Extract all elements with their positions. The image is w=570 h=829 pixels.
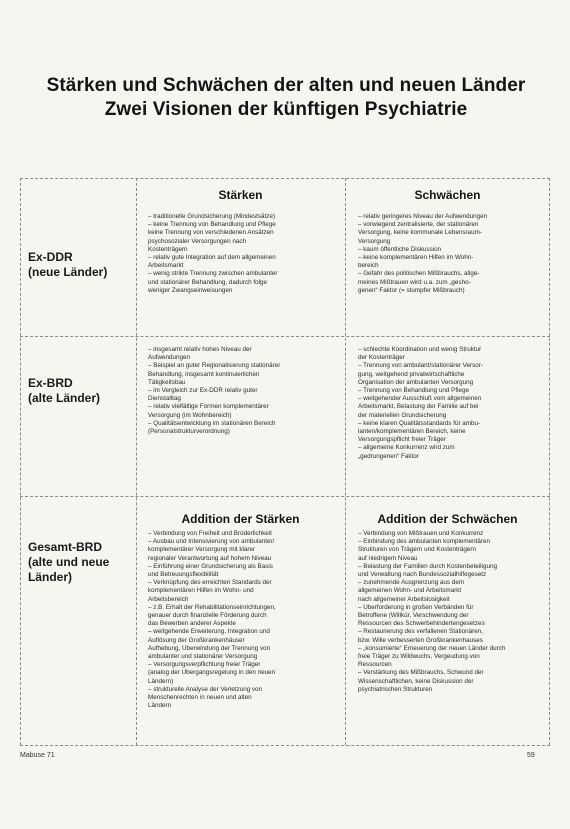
list-item: ambulanter und stationärer Versorgung xyxy=(148,653,258,661)
list-item: der Kostenträger xyxy=(358,354,405,362)
cell-gesamt-weaknesses xyxy=(358,530,548,694)
list-item: bereich xyxy=(358,262,379,270)
list-item: Dienstalltag xyxy=(148,395,181,403)
footer-publication: Mabuse 71 xyxy=(20,752,55,759)
list-item: – relativ gute Integration auf dem allgemeinen xyxy=(148,254,276,262)
list-item: Versorgungspflicht freier Träger xyxy=(358,436,446,444)
list-item: Aufwendungen xyxy=(148,354,191,362)
list-item: – allgemeine Konkurrenz wird zum xyxy=(358,444,455,452)
list-item: nach allgemeiner Arbeitslosigkeit xyxy=(358,595,450,603)
table-right-rule xyxy=(549,178,550,745)
list-item: – Ausbau und Intensivierung von ambulanter/ xyxy=(148,538,275,546)
list-item: allgemeinen Wohn- und Arbeitsmarkt xyxy=(358,587,462,595)
list-item: Ressourcen des Schwerbehindertengesetzes xyxy=(358,620,485,628)
section-header-addition-strengths: Addition der Stärken xyxy=(181,512,300,526)
list-item: – relativ vielfältige Formen komplementärer xyxy=(148,403,269,411)
list-item: – im Vergleich zur Ex-DDR relativ guter xyxy=(148,387,258,395)
list-item: Menschenrechten in neuen und alten xyxy=(148,694,252,702)
list-item: regionaler Verantwortung auf hohem Niveau xyxy=(148,554,272,562)
list-item: freie Träger zu Wildwuchs, Vergeudung von xyxy=(358,653,480,661)
cell-ex-ddr-strengths xyxy=(148,213,343,295)
list-item: – schlechte Koordination und wenig Struktur xyxy=(358,346,482,353)
list-item: – kaum öffentliche Diskussion xyxy=(358,245,442,253)
row-label-gesamt-brd: Gesamt-BRD (alte und neue Länder) xyxy=(28,540,110,584)
list-item: „gedrungenen“ Faktor xyxy=(358,452,419,460)
column-divider xyxy=(345,178,346,745)
list-item: Arbeitsmarkt xyxy=(148,262,184,270)
list-item: – z.B. Erhalt der Rehabilitationseinrichtungen, xyxy=(148,603,276,611)
list-item: – Verbindung von Mißtrauen und Konkurrenz xyxy=(358,530,484,537)
list-item: – insgesamt relativ hohes Niveau der xyxy=(148,346,252,353)
list-item: Kostenträgern xyxy=(148,245,188,253)
list-item: – weitgehende Erweiterung, Integration und xyxy=(148,628,270,636)
label-column-divider xyxy=(136,178,137,745)
list-item: meines Mißtrauen wird u.a. zum „gesho- xyxy=(358,278,471,286)
list-item: – keine komplementären Hilfen im Wohn- xyxy=(358,254,474,262)
list-item: – relativ geringeres Niveau der Aufwendungen xyxy=(358,213,488,220)
list-item: der materiellen Grundsicherung xyxy=(358,411,447,419)
list-item: Ländern xyxy=(148,702,172,710)
list-item: und stationärer Behandlung, dadurch folge xyxy=(148,278,268,286)
list-item: – Beispiel an guter Regionalisierung stationärer xyxy=(148,362,281,370)
list-item: bzw. Wille verbesserten Großkrankenhauses xyxy=(358,636,483,644)
list-item: Arbeitsmarkt, Belastung der Familie auf bei xyxy=(358,403,479,411)
list-item: – Einführung einer Grundsicherung als Basis xyxy=(148,562,273,570)
page-number: 59 xyxy=(527,752,535,759)
list-item: Ländern) xyxy=(148,677,174,685)
column-header-weaknesses: Schwächen xyxy=(414,188,481,202)
list-item: – Verbindung von Freiheit und Brüderlichkeit xyxy=(148,530,272,537)
list-item: Tätigkeitsbau xyxy=(148,378,186,386)
cell-ex-ddr-weaknesses xyxy=(358,213,548,295)
list-item: – wenig strikte Trennung zwischen ambulanter xyxy=(148,270,278,278)
list-item: – traditionelle Grundsicherung (Mindestsätze) xyxy=(148,213,276,220)
list-item: – Trennung von Behandlung und Pflege xyxy=(358,387,469,395)
list-item: – Restaurierung des verfallenen Stationären, xyxy=(358,628,483,636)
list-item: Ressourcen xyxy=(358,661,392,669)
list-item: komplementärer Versorgung mit klarer xyxy=(148,546,256,554)
table-left-rule xyxy=(20,178,21,745)
title-line-2: Zwei Visionen der künftigen Psychiatrie xyxy=(104,99,468,120)
list-item: – weitgehender Ausschluß vom allgemeinen xyxy=(358,395,482,403)
row-label-ex-brd: Ex-BRD (alte Länder) xyxy=(28,376,101,405)
comparison-table xyxy=(20,178,550,746)
list-item: Versorgung xyxy=(358,237,391,245)
list-item: psychiatrischen Strukturen xyxy=(358,685,433,693)
list-item: lanten/komplementären Bereich, keine xyxy=(358,428,466,436)
page-title xyxy=(22,74,550,122)
list-item: Behandlung, insgesamt kontinuierlichen xyxy=(148,370,260,378)
list-item: Auflösung der Großkrankenhäuser xyxy=(148,636,245,644)
list-item: psychosozialer Versorgungen nach xyxy=(148,237,247,245)
list-item: – strukturelle Analyse der Verletzung von xyxy=(148,685,263,693)
list-item: und Verwaltung nach Bundessozialhilfegesetz xyxy=(358,571,487,579)
list-item: – keine klaren Qualitätsstandards für ambu- xyxy=(358,419,481,427)
list-item: – zunehmende Ausgrenzung aus dem xyxy=(358,579,465,587)
cell-ex-brd-strengths xyxy=(148,346,343,436)
cell-ex-brd-weaknesses xyxy=(358,346,548,461)
list-item: keine Trennung von verschiedenen Ansätzen xyxy=(148,229,274,237)
list-item: – keine Trennung von Behandlung und Pflege xyxy=(148,221,276,229)
list-item: genauer durch finanzielle Förderung durch xyxy=(148,612,267,620)
list-item: – Qualitätsentwicklung im stationären Bereich xyxy=(148,419,276,427)
row-label-ex-ddr: Ex-DDR (neue Länder) xyxy=(28,250,108,279)
list-item: weniger Zwangseinweisungen xyxy=(148,286,233,294)
list-item: das Bewerben anderer Aspekte xyxy=(148,620,236,628)
table-bottom-rule xyxy=(20,745,550,746)
list-item: gung, weitgehend privatwirtschaftliche xyxy=(358,370,465,378)
list-item: Strukturen von Trägern und Kostenträgern xyxy=(358,546,476,554)
list-item: – vorwiegend zentralisierte, der stationären xyxy=(358,221,479,229)
list-item: komplementären Hilfen im Wohn- und xyxy=(148,587,254,595)
list-item: auf niedrigem Niveau xyxy=(358,554,418,562)
list-item: – Trennung von ambulant/stationärer Versor- xyxy=(358,362,483,370)
list-item: – „konsumierte“ Erneuerung der neuen Länder durch xyxy=(358,644,506,652)
list-item: Versorgung, keine kommunale Lebensraum- xyxy=(358,229,482,237)
list-item: – Belastung der Familien durch Kostenbeteiligung xyxy=(358,562,497,570)
list-item: (Personalstrukturverordnung) xyxy=(148,428,230,436)
list-item: – Versorgungsverpflichtung freier Träger xyxy=(148,661,261,669)
list-item: (analog der Übergangsregelung in den neuen xyxy=(148,669,276,677)
cell-gesamt-strengths xyxy=(148,530,343,710)
table-top-rule xyxy=(20,178,550,179)
list-item: Betroffene (Willkür, Verschwendung der xyxy=(358,612,469,620)
list-item: Aufhebung, Überwindung der Trennung von xyxy=(148,644,271,652)
list-item: Organisation der ambulanten Versorgung xyxy=(358,378,474,386)
title-line-1: Stärken und Schwächen der alten und neuen Länder xyxy=(46,75,526,96)
list-item: Arbeitsbereich xyxy=(148,595,189,603)
list-item: Wissenschaftlichen, keine Diskussion der xyxy=(358,677,474,685)
list-item: – Verknüpfung des erreichten Standards der xyxy=(148,579,272,587)
list-item: – Überforderung in großen Verbänden für xyxy=(358,603,474,611)
section-header-addition-weaknesses: Addition der Schwächen xyxy=(377,512,518,526)
list-item: – Gefahr des politischen Mißbrauchs, allge- xyxy=(358,270,480,278)
row-divider xyxy=(20,336,550,337)
list-item: – Einbindung des ambulanten komplementären xyxy=(358,538,490,546)
list-item: – Verstärkung des Mißbrauchs, Schwund der xyxy=(358,669,484,677)
row-divider xyxy=(20,496,550,497)
list-item: Versorgung (im Wohnbereich) xyxy=(148,411,232,419)
list-item: genen“ Faktor (= stumpfer Mißbrauch) xyxy=(358,286,465,294)
list-item: und Betreuungsflexibilität xyxy=(148,571,219,579)
column-header-strengths: Stärken xyxy=(218,188,263,202)
